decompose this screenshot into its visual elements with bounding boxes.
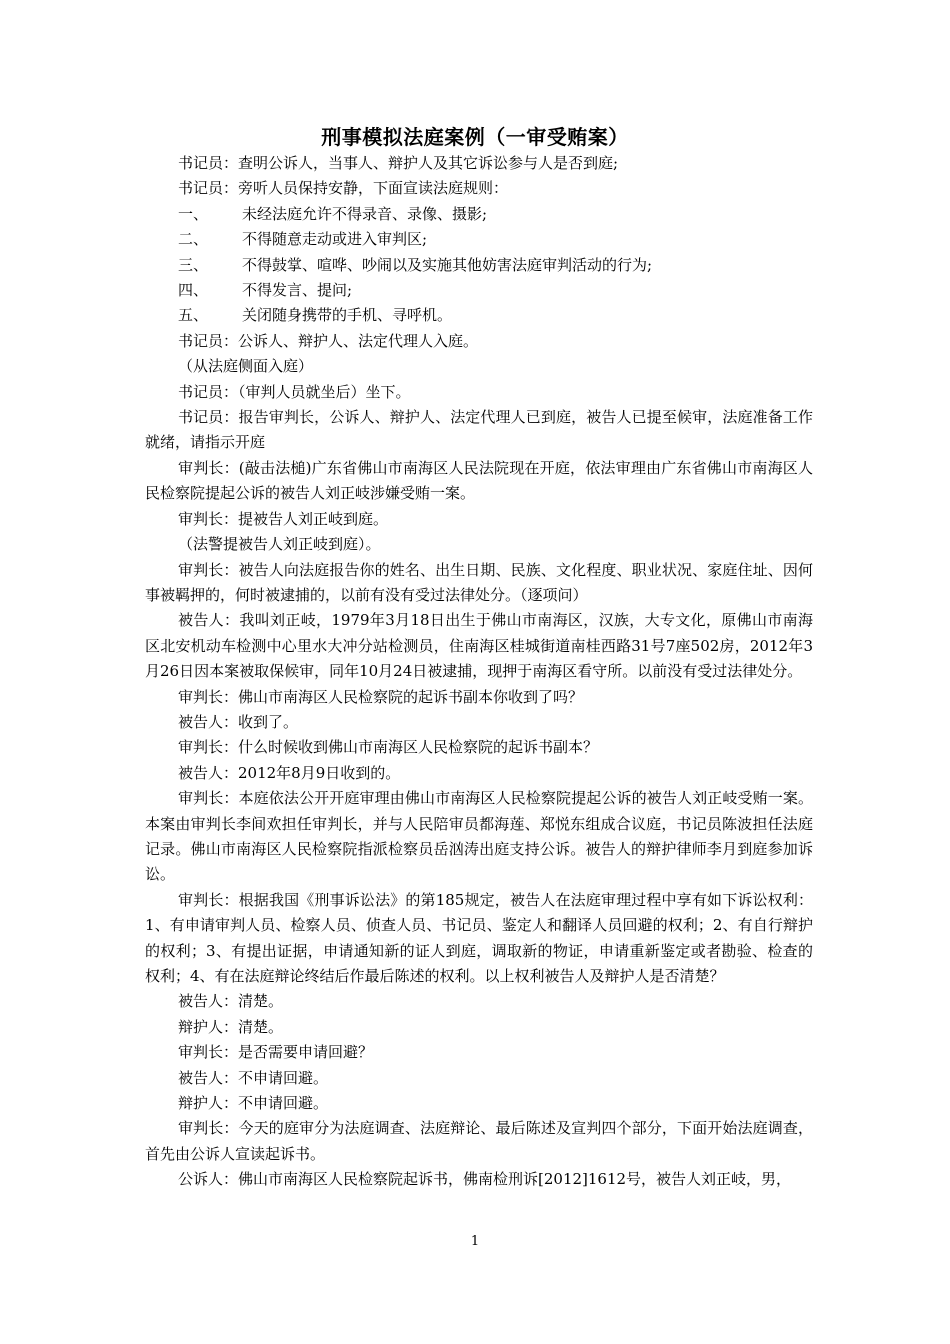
rule-text: 不得随意走动或进入审判区; [242, 230, 428, 249]
paragraph: 审判长：(敲击法槌)广东省佛山市南海区人民法院现在开庭，依法审理由广东省佛山市南海区人民检察院提起公诉的被告人刘正岐涉嫌受贿一案。 [145, 458, 813, 503]
court-rule-item [145, 278, 813, 303]
paragraph: 被告人：清楚。 [178, 992, 284, 1011]
paragraph: 审判长：佛山市南海区人民检察院的起诉书副本你收到了吗？ [178, 687, 584, 706]
paragraph: 被告人：收到了。 [178, 712, 299, 731]
paragraph: 书记员：（审判人员就坐后）坐下。 [178, 382, 411, 401]
paragraph: 审判长：是否需要申请回避？ [178, 1043, 374, 1062]
rule-text: 未经法庭允许不得录音、录像、摄影; [242, 204, 488, 223]
paragraph: 书记员：旁听人员保持安静，下面宣读法庭规则： [178, 179, 509, 198]
paragraph: 审判长：提被告人刘正岐到庭。 [178, 509, 389, 528]
paragraph: 书记员：报告审判长，公诉人、辩护人、法定代理人已到庭，被告人已提至候审，法庭准备工作就绪，请指示开庭 [145, 408, 813, 452]
rule-text: 关闭随身携带的手机、寻呼机。 [242, 306, 453, 325]
paragraph: 审判长：什么时候收到佛山市南海区人民检察院的起诉书副本？ [178, 738, 599, 757]
rule-number: 五、 [178, 306, 209, 325]
rule-number: 四、 [178, 281, 209, 300]
paragraph: 被告人：2012年8月9日收到的。 [178, 763, 401, 782]
paragraph: 辩护人：不申请回避。 [178, 1094, 329, 1113]
paragraph: （从法庭侧面入庭） [178, 357, 314, 376]
rule-text: 不得发言、提问; [242, 281, 353, 300]
rule-number: 一、 [178, 204, 209, 223]
paragraph: 书记员：公诉人、辩护人、法定代理人入庭。 [178, 331, 479, 350]
court-rule-item [145, 227, 813, 252]
paragraph: （法警提被告人刘正岐到庭）。 [178, 535, 381, 554]
document-body [145, 151, 813, 1193]
paragraph: 被告人：不申请回避。 [178, 1068, 329, 1087]
rule-number: 二、 [178, 230, 209, 249]
court-rule-item [145, 202, 813, 227]
court-rule-item [145, 303, 813, 328]
paragraph: 审判长：今天的庭审分为法庭调查、法庭辩论、最后陈述及宣判四个部分，下面开始法庭调查，首先由公诉人宣读起诉书。 [145, 1119, 813, 1163]
paragraph: 审判长：本庭依法公开开庭审理由佛山市南海区人民检察院提起公诉的被告人刘正岐受贿一案。本案由审判长李间欢担任审判长，并与人民陪审员都海莲、郑悦东组成合议庭，书记员陈波担任法庭记录。佛山市南海区人民检察院指派检察员岳汹涛出庭支持公诉。被告人的辩护律师李月到庭参加诉讼。 [145, 789, 813, 884]
paragraph: 辩护人：清楚。 [178, 1017, 284, 1036]
paragraph: 书记员：查明公诉人，当事人、辩护人及其它诉讼参与人是否到庭; [178, 154, 619, 172]
rule-text: 不得鼓掌、喧哗、吵闹以及实施其他妨害法庭审判活动的行为; [242, 255, 653, 274]
court-rule-item [145, 253, 813, 278]
rule-number: 三、 [178, 255, 209, 274]
page-number: 1 [470, 1234, 480, 1249]
paragraph: 审判长：根据我国《刑事诉讼法》的第185规定，被告人在法庭审理过程中享有如下诉讼权利：1、有申请审判人员、检察人员、侦查人员、书记员、鉴定人和翻译人员回避的权利；2、有自行辩护的权利；3、有提出证据，申请通知新的证人到庭，调取新的物证，申请重新鉴定或者勘验、检查的权利；4、有在法庭辩论终结后作最后陈述的权利。以上权利被告人及辩护人是否清楚？ [145, 890, 813, 985]
paragraph: 审判长：被告人向法庭报告你的姓名、出生日期、民族、文化程度、职业状况、家庭住址、因何事被羁押的，何时被逮捕的，以前有没有受过法律处分。（逐项问） [145, 560, 813, 604]
paragraph: 被告人：我叫刘正岐，1979年3月18日出生于佛山市南海区，汉族，大专文化，原佛山市南海区北安机动车检测中心里水大冲分站检测员，住南海区桂城街道南桂西路31号7座502房，2012年3月26日因本案被取保候审，同年10月24日被逮捕，现押于南海区看守所。以前没有受过法律处分。 [145, 611, 813, 681]
document-title: 刑事模拟法庭案例（一审受贿案） [321, 125, 629, 149]
paragraph: 公诉人：佛山市南海区人民检察院起诉书，佛南检刑诉[2012]1612号，被告人刘正岐，男， [178, 1170, 792, 1189]
